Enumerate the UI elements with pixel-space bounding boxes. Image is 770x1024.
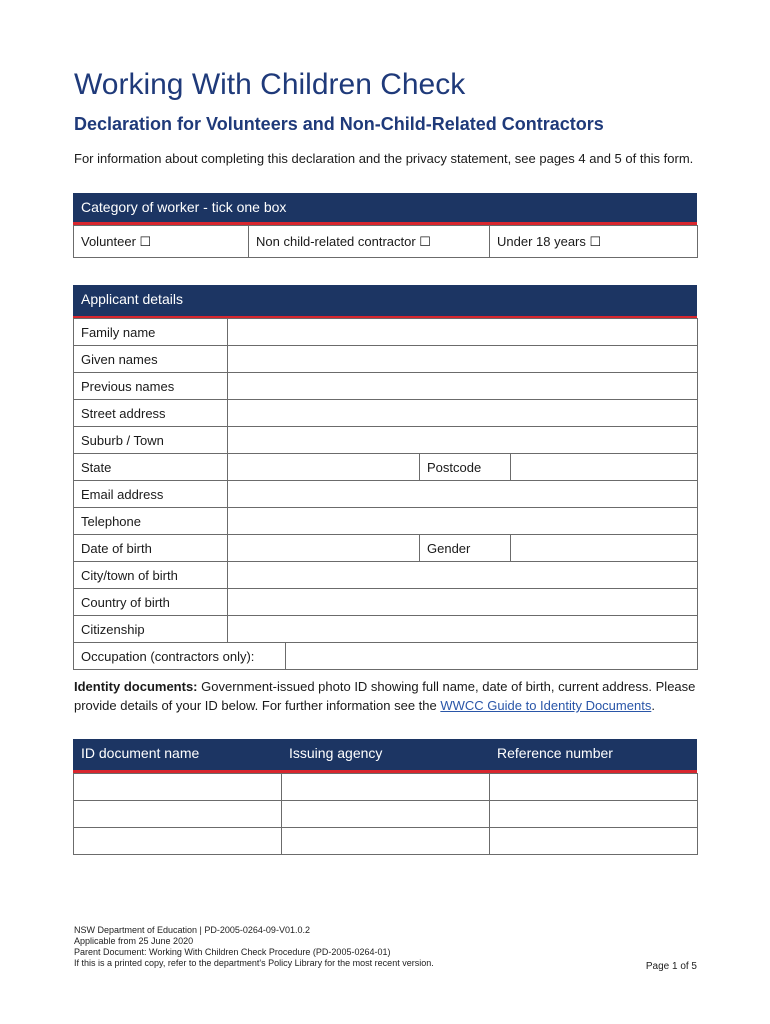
volunteer-checkbox[interactable]: Volunteer ☐ — [74, 226, 249, 258]
telephone-input[interactable] — [228, 508, 698, 535]
state-input[interactable] — [228, 454, 420, 481]
contractor-checkbox[interactable]: Non child-related contractor ☐ — [249, 226, 490, 258]
state-label: State — [74, 454, 228, 481]
page-title: Working With Children Check — [74, 68, 466, 101]
reference-number-cell[interactable] — [490, 828, 698, 855]
city-of-birth-input[interactable] — [228, 562, 698, 589]
table-row — [74, 801, 698, 828]
wwcc-guide-link[interactable]: WWCC Guide to Identity Documents — [440, 698, 652, 713]
postcode-input[interactable] — [511, 454, 698, 481]
family-name-label: Family name — [74, 319, 228, 346]
citizenship-label: Citizenship — [74, 616, 228, 643]
id-doc-name-cell[interactable] — [74, 801, 282, 828]
reference-number-cell[interactable] — [490, 801, 698, 828]
footer-line-3: Parent Document: Working With Children Check Procedure (PD-2005-0264-01) — [74, 947, 391, 957]
page-number: Page 1 of 5 — [645, 961, 697, 972]
street-address-label: Street address — [74, 400, 228, 427]
page-subtitle: Declaration for Volunteers and Non-Child-Related Contractors — [74, 114, 604, 134]
postcode-label: Postcode — [420, 454, 511, 481]
footer-line-2: Applicable from 25 June 2020 — [74, 936, 194, 946]
footer-line-4: If this is a printed copy, refer to the department's Policy Library for the most recent version. — [74, 958, 434, 968]
previous-names-label: Previous names — [74, 373, 228, 400]
issuing-agency-cell[interactable] — [282, 801, 490, 828]
issuing-agency-header: Issuing agency — [289, 745, 383, 761]
email-label: Email address — [74, 481, 228, 508]
family-name-input[interactable] — [228, 319, 698, 346]
gender-label: Gender — [420, 535, 511, 562]
dob-input[interactable] — [228, 535, 420, 562]
identity-documents-text — [74, 677, 699, 715]
applicant-heading: Applicant details — [73, 285, 697, 319]
identity-end: . — [651, 698, 655, 713]
identity-description: Government-issued photo ID showing full name, date of birth, current address. Please provide details of your ID below. For further information see the — [74, 679, 696, 713]
id-table — [73, 773, 698, 855]
occupation-input[interactable] — [286, 643, 698, 670]
occupation-label: Occupation (contractors only): — [74, 643, 286, 670]
gender-input[interactable] — [511, 535, 698, 562]
footer-line-1: NSW Department of Education | PD-2005-0264-09-V01.0.2 — [74, 925, 310, 935]
suburb-label: Suburb / Town — [74, 427, 228, 454]
email-input[interactable] — [228, 481, 698, 508]
country-of-birth-input[interactable] — [228, 589, 698, 616]
issuing-agency-cell[interactable] — [282, 828, 490, 855]
table-row — [74, 774, 698, 801]
issuing-agency-cell[interactable] — [282, 774, 490, 801]
category-heading: Category of worker - tick one box — [73, 193, 697, 225]
table-row — [74, 828, 698, 855]
applicant-table — [73, 318, 698, 670]
suburb-input[interactable] — [228, 427, 698, 454]
id-doc-name-cell[interactable] — [74, 774, 282, 801]
telephone-label: Telephone — [74, 508, 228, 535]
previous-names-input[interactable] — [228, 373, 698, 400]
id-doc-name-cell[interactable] — [74, 828, 282, 855]
country-of-birth-label: Country of birth — [74, 589, 228, 616]
street-address-input[interactable] — [228, 400, 698, 427]
id-document-name-header: ID document name — [81, 745, 200, 761]
under18-checkbox[interactable]: Under 18 years ☐ — [490, 226, 698, 258]
given-names-label: Given names — [74, 346, 228, 373]
intro-text: For information about completing this declaration and the privacy statement, see pages 4 and 5 of this form. — [74, 151, 694, 166]
dob-label: Date of birth — [74, 535, 228, 562]
reference-number-cell[interactable] — [490, 774, 698, 801]
city-of-birth-label: City/town of birth — [74, 562, 228, 589]
reference-number-header: Reference number — [497, 745, 613, 761]
category-table — [73, 225, 698, 258]
id-table-header — [73, 739, 697, 773]
identity-label: Identity documents: — [74, 679, 198, 694]
footer — [74, 925, 434, 969]
given-names-input[interactable] — [228, 346, 698, 373]
citizenship-input[interactable] — [228, 616, 698, 643]
